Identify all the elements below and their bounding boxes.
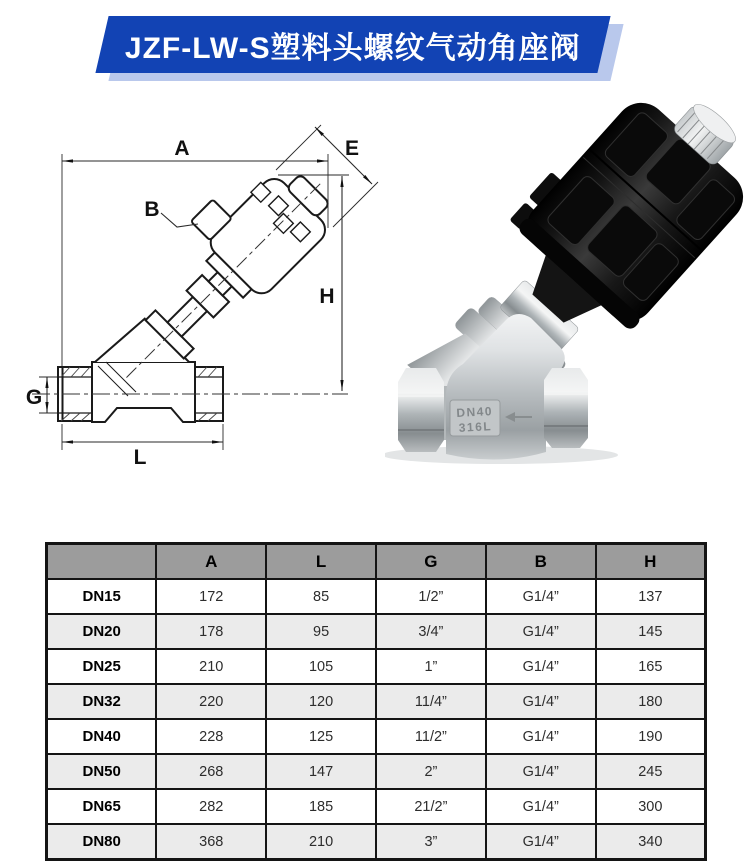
dimension-label-e: E xyxy=(344,137,360,160)
cell-l: 185 xyxy=(266,789,376,824)
body-markings xyxy=(456,404,494,435)
table-row xyxy=(47,824,706,860)
cell-b: G1/4” xyxy=(486,719,596,754)
cell-h: 165 xyxy=(596,649,706,684)
cell-b: G1/4” xyxy=(486,754,596,789)
cell-model: DN50 xyxy=(47,754,157,789)
cell-l: 210 xyxy=(266,824,376,860)
cell-l: 105 xyxy=(266,649,376,684)
cell-h: 300 xyxy=(596,789,706,824)
cell-h: 145 xyxy=(596,614,706,649)
table-row xyxy=(47,684,706,719)
body-marking-material: 316L xyxy=(458,419,493,435)
cell-a: 178 xyxy=(156,614,266,649)
cell-a: 220 xyxy=(156,684,266,719)
cell-b: G1/4” xyxy=(486,649,596,684)
cell-b: G1/4” xyxy=(486,614,596,649)
cell-a: 228 xyxy=(156,719,266,754)
cell-model: DN80 xyxy=(47,824,157,860)
dimension-label-l: L xyxy=(133,446,147,469)
photo-right-hex-port xyxy=(544,368,588,448)
cell-model: DN15 xyxy=(47,579,157,614)
spec-table-header xyxy=(47,544,706,580)
cell-a: 368 xyxy=(156,824,266,860)
title-banner xyxy=(102,16,604,73)
product-photo xyxy=(385,95,745,500)
dimension-label-g: G xyxy=(25,386,43,409)
banner-face xyxy=(95,16,610,73)
col-header-b: B xyxy=(486,544,596,580)
cell-a: 210 xyxy=(156,649,266,684)
cell-h: 340 xyxy=(596,824,706,860)
col-header-g: G xyxy=(376,544,486,580)
table-row xyxy=(47,754,706,789)
cell-l: 147 xyxy=(266,754,376,789)
cell-g: 3/4” xyxy=(376,614,486,649)
cell-h: 245 xyxy=(596,754,706,789)
table-row xyxy=(47,614,706,649)
col-header-h: H xyxy=(596,544,706,580)
dimension-label-a: A xyxy=(174,137,190,160)
cell-model: DN32 xyxy=(47,684,157,719)
cell-g: 11/4” xyxy=(376,684,486,719)
cell-b: G1/4” xyxy=(486,789,596,824)
cell-g: 1” xyxy=(376,649,486,684)
valve-technical-drawing xyxy=(5,100,385,475)
spec-table xyxy=(45,542,707,861)
cell-g: 1/2” xyxy=(376,579,486,614)
page-title: JZF-LW-S塑料头螺纹气动角座阀 xyxy=(125,31,581,65)
cell-g: 21/2” xyxy=(376,789,486,824)
col-header-model xyxy=(47,544,157,580)
col-header-a: A xyxy=(156,544,266,580)
cell-model: DN65 xyxy=(47,789,157,824)
cell-l: 85 xyxy=(266,579,376,614)
cell-g: 3” xyxy=(376,824,486,860)
cell-g: 2” xyxy=(376,754,486,789)
dimension-label-h: H xyxy=(319,285,335,308)
body-marking-size: DN40 xyxy=(456,404,494,420)
photo-left-hex-port xyxy=(398,368,444,452)
cell-h: 180 xyxy=(596,684,706,719)
cell-model: DN40 xyxy=(47,719,157,754)
cell-model: DN20 xyxy=(47,614,157,649)
table-row xyxy=(47,579,706,614)
table-row xyxy=(47,649,706,684)
cell-a: 268 xyxy=(156,754,266,789)
cell-a: 172 xyxy=(156,579,266,614)
cell-l: 120 xyxy=(266,684,376,719)
table-row xyxy=(47,719,706,754)
col-header-l: L xyxy=(266,544,376,580)
table-header-row xyxy=(47,544,706,580)
cell-l: 125 xyxy=(266,719,376,754)
table-row xyxy=(47,789,706,824)
cell-b: G1/4” xyxy=(486,684,596,719)
cell-a: 282 xyxy=(156,789,266,824)
cell-b: G1/4” xyxy=(486,579,596,614)
cell-h: 190 xyxy=(596,719,706,754)
cell-l: 95 xyxy=(266,614,376,649)
cell-model: DN25 xyxy=(47,649,157,684)
cell-h: 137 xyxy=(596,579,706,614)
cell-g: 11/2” xyxy=(376,719,486,754)
dimension-label-b: B xyxy=(144,198,160,221)
cell-b: G1/4” xyxy=(486,824,596,860)
